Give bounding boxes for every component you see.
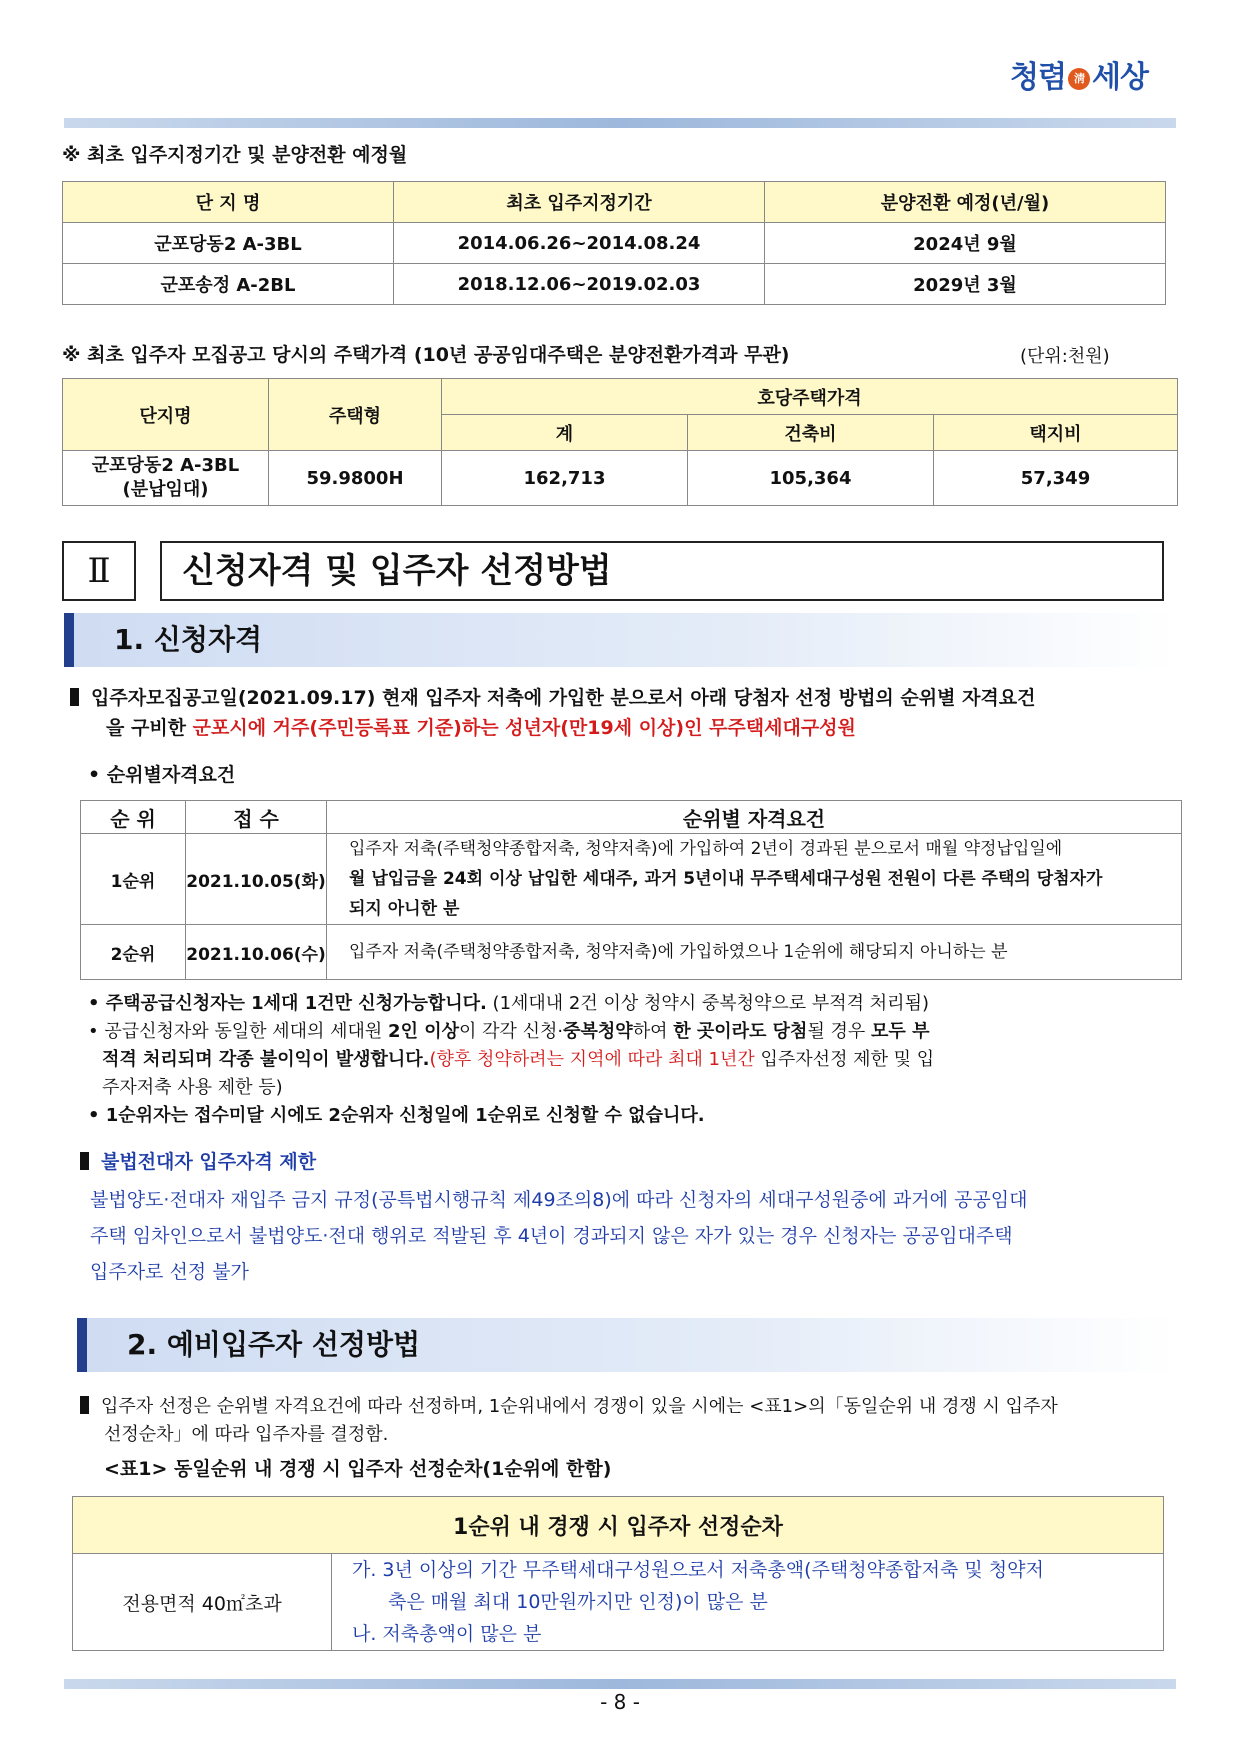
table-row: 1순위 2021.10.05(화) 입주자 저축(주택청약종합저축, 청약저축)에 가입하여 2년이 경과된 분으로서 매월 약정납입일에 월 납입금을 24회 이상 납입한 세대주, 과거 5년이내 무주택세대구성원 전원이 다른 주택의 당첨자가 되지 아니한 분 — [81, 834, 1182, 925]
illegal-sublease-heading: 불법전대자 입주자격 제한 — [80, 1147, 316, 1177]
table-row: 군포송정 A-2BL 2018.12.06~2019.02.03 2029년 3월 — [63, 264, 1166, 305]
move-in-period-note: ※ 최초 입주지정기간 및 분양전환 예정월 — [62, 144, 408, 166]
header-complex: 단지명 — [63, 379, 269, 451]
table-row: 전용면적 40㎡초과 가. 3년 이상의 기간 무주택세대구성원으로서 저축총액(주택청약종합저축 및 청약저 축은 매월 최대 10만원까지만 인정)이 많은 분 나. 저축총액이 많은 분 — [73, 1554, 1164, 1651]
table-row: 2순위 2021.10.06(수) 입주자 저축(주택청약종합저축, 청약저축)에 가입하였으나 1순위에 해당되지 아니하는 분 — [81, 925, 1182, 980]
header-complex-name: 단 지 명 — [63, 182, 394, 223]
chapter-number: Ⅱ — [62, 541, 136, 601]
table1-caption: <표1> 동일순위 내 경쟁 시 입주자 선정순차(1순위에 한함) — [104, 1458, 612, 1480]
unit-label: (단위:천원) — [1020, 346, 1110, 367]
chapter-title: 신청자격 및 입주자 선정방법 — [160, 541, 1164, 601]
square-bullet-icon — [80, 1396, 89, 1414]
page-number: - 8 - — [600, 1690, 640, 1714]
housing-price-note: ※ 최초 입주자 모집공고 당시의 주택가격 (10년 공공임대주택은 분양전환가격과 무관) — [62, 344, 790, 366]
header-move-in-period: 최초 입주지정기간 — [394, 182, 765, 223]
reserve-paragraph: 입주자 선정은 순위별 자격요건에 따라 선정하며, 1순위내에서 경쟁이 있을 시에는 <표1>의「동일순위 내 경쟁 시 입주자 선정순차」에 따라 입주자를 결정함. — [80, 1393, 1180, 1449]
table-row: 군포당동2 A-3BL (분납임대) 59.9800H 162,713 105,364 57,349 — [63, 451, 1178, 506]
qualification-paragraph: 입주자모집공고일(2021.09.17) 현재 입주자 저축에 가입한 분으로서 아래 당첨자 선정 방법의 순위별 자격요건 을 구비한 군포시에 거주(주민등록표 기준)하는 성년자(만19세 이상)인 무주택세대구성원 — [70, 683, 1170, 743]
square-bullet-icon — [80, 1152, 89, 1170]
square-bullet-icon — [70, 688, 79, 706]
rank-requirements-label: • 순위별자격요건 — [88, 764, 236, 786]
illegal-sublease-text: 불법양도·전대자 재입주 금지 규정(공특법시행규칙 제49조의8)에 따라 신청자의 세대구성원중에 과거에 공공임대 주택 임차인으로서 불법양도·전대 행위로 적발된 후 4년이 경과되지 않은 자가 있는 경우 신청자는 공공임대주택 입주자로 선정 불가 — [90, 1189, 1028, 1283]
selection-order-table — [72, 1496, 1164, 1651]
table-row: 군포당동2 A-3BL 2014.06.26~2014.08.24 2024년 9월 — [63, 223, 1166, 264]
logo-emblem-icon: 淸 — [1068, 68, 1090, 90]
housing-price-table: 단지명 주택형 호당주택가격 계 건축비 택지비 군포당동2 A-3BL (분납임대) 59.9800H 162,713 105,364 57,349 — [62, 378, 1178, 506]
move-in-period-table — [62, 181, 1166, 305]
header-divider — [64, 118, 1176, 128]
logo: 청렴 淸 세상 — [1010, 60, 1148, 95]
rank-requirements-table: 순 위 접 수 순위별 자격요건 1순위 2021.10.05(화) 입주자 저축(주택청약종합저축, 청약저축)에 가입하여 2년이 경과된 분으로서 매월 약정납입일에 월 납입금을 24회 이상 납입한 세대주, 과거 5년이내 무주택세대구성원 전원이 다른 주택의 당첨자가 되지 아니한 분 2순위 2021.10.06(수) 입주자 저축(주택청약종합저축, 청약저축)에 가입하였으나 1순위에 해당되지 아니하는 분 — [80, 800, 1182, 980]
selection-order-header: 1순위 내 경쟁 시 입주자 선정순차 — [73, 1497, 1164, 1554]
reserve-heading: 2. 예비입주자 선정방법 — [77, 1318, 1177, 1372]
application-notes: • 주택공급신청자는 1세대 1건만 신청가능합니다. (1세대내 2건 이상 청약시 중복청약으로 부적격 처리됨) • 공급신청자와 동일한 세대의 세대원 2인 이상이 각각 신청·중복청약하여 한 곳이라도 당첨될 경우 모두 부 적격 처리되며 각종 불이익이 발생합니다.(향후 청약하려는 지역에 따라 최대 1년간 입주자선정 제한 및 입 주자저축 사용 제한 등) • 1순위자는 접수미달 시에도 2순위자 신청일에 1순위로 신청할 수 없습니다. — [88, 993, 935, 1126]
footer-divider — [64, 1679, 1176, 1689]
header-housing-type: 주택형 — [269, 379, 442, 451]
qualification-heading: 1. 신청자격 — [64, 613, 1176, 667]
header-conversion-month: 분양전환 예정(년/월) — [765, 182, 1166, 223]
header-unit-price: 호당주택가격 — [442, 379, 1178, 415]
